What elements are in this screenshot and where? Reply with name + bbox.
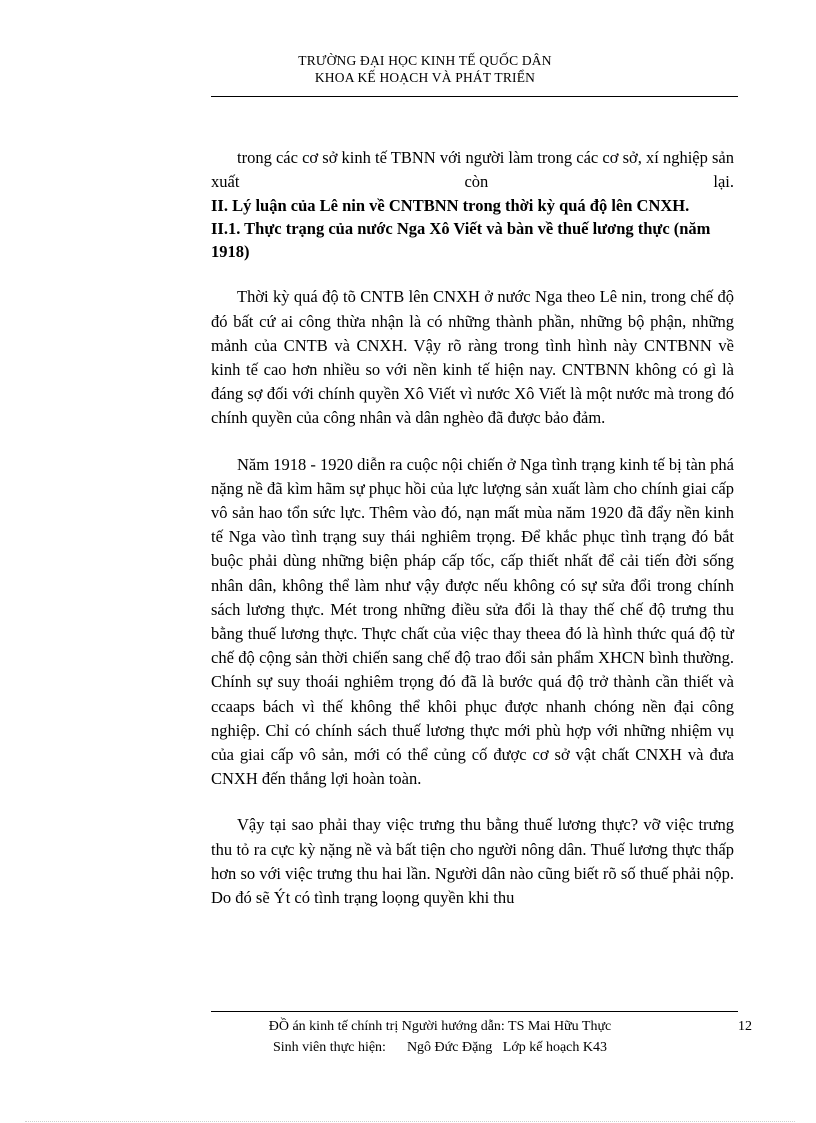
body-paragraph-2: Năm 1918 - 1920 diễn ra cuộc nội chiến ở Nga tình trạng kinh tế bị tàn phá nặng nề đã kìm hãm sự phục hồi của lực lượng sản xuất làm cho chính giai cấp vô sản hao tổn sức lực. Thêm vào đó, nạn mất mùa năm 1920 đã đẩy nền kinh tế Nga vào tình trạng suy thái nghiêm trọng. Để khắc phục tình trạng đó bắt buộc phải dùng những biện pháp cấp tốc, cấp thiết nhất để cải tiến đời sống nhân dân, không thể làm như vậy được nếu không có sự sửa đổi trong chính sách lương thực. Mét trong những điều sửa đổi là thay thế chế độ trưng thu bằng thuế lương thực. Thực chất của việc thay theea đó là hình thức quá độ từ chế độ cộng sản thời chiến sang chế độ trao đổi sản phẩm XHCN bình thường. Chính sự suy thoái nghiêm trọng đó đã là bước quá độ trở thành cần thiết và ccaaps bách vì thế không thể khôi phục được nhanh chóng nền đại công nghiệp. Chỉ có chính sách thuế lương thực mới phù hợp với những nhiệm vụ của giai cấp vô sản, mới có thể củng cố được cơ sở vật chất CNXH và đưa CNXH đến thắng lợi hoàn toàn. bbox=[211, 454, 734, 789]
footer-project-line: ĐỒ án kinh tế chính trị Người hướng dẫn: TS Mai Hữu Thực bbox=[268, 1019, 612, 1034]
page-bottom-edge bbox=[25, 1121, 795, 1122]
page-header bbox=[200, 52, 650, 86]
subsection-heading: II.1. Thực trạng của nước Nga Xô Viết và bàn về thuế lương thực (năm 1918) bbox=[211, 219, 711, 262]
page-footer bbox=[200, 1016, 680, 1058]
section-heading: II. Lý luận của Lê nin về CNTBNN trong thời kỳ quá độ lên CNXH. bbox=[211, 196, 690, 216]
page-number: 12 bbox=[738, 1019, 752, 1034]
header-divider bbox=[211, 96, 738, 97]
body-paragraph-1: Thời kỳ quá độ tõ CNTB lên CNXH ở nước Nga theo Lê nin, trong chế độ đó bất cứ ai công thừa nhận là có những thành phần, những bộ phận, những mảnh của CNTB và CNXH. Vậy rõ ràng trong tình hình này CNTBNN về kinh tế cao hơn nhiều so với nền kinh tế hiện nay. CNTBNN không có gì là đáng sợ đối với chính quyền Xô Viết vì nước Xô Viết là một nước mà trong đó chính quyền của công nhân và dân nghèo đã được bảo đảm. bbox=[211, 287, 734, 428]
footer-divider bbox=[211, 1011, 738, 1012]
page-body bbox=[211, 146, 734, 910]
body-paragraph-3: Vậy tại sao phải thay việc trưng thu bằng thuế lương thực? vỡ việc trưng thu tỏ ra cực kỳ nặng nề và bất tiện cho người nông dân. Thuế lương thực thấp hơn so với việc trưng thu hai lần. Người dân nào cũng biết rõ số thuế phải nộp. Do đó sẽ Ýt có tình trạng loọng quyền khi thu bbox=[211, 815, 734, 908]
continuation-paragraph: trong các cơ sở kinh tế TBNN với người làm trong các cơ sở, xí nghiệp sản xuất còn lại. bbox=[211, 148, 734, 192]
university-name: TRƯỜNG ĐẠI HỌC KINH TẾ QUỐC DÂN bbox=[298, 53, 552, 68]
faculty-name: KHOA KẾ HOẠCH VÀ PHÁT TRIỂN bbox=[314, 70, 536, 85]
footer-student-line: Sinh viên thực hiện: Ngô Đức Đặng Lớp kế hoạch K43 bbox=[272, 1040, 608, 1055]
